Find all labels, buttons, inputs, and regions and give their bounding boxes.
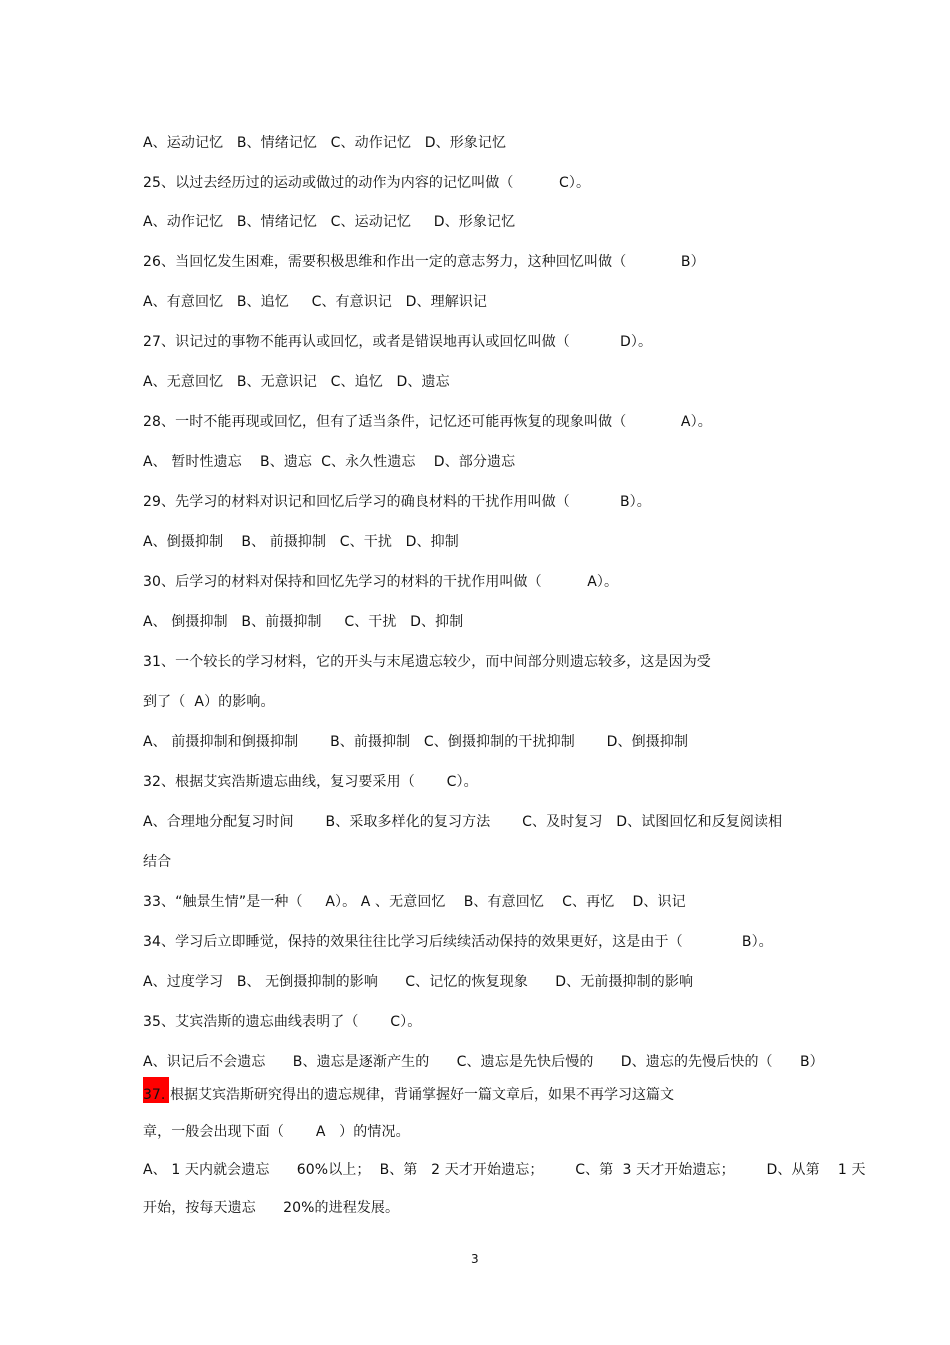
question-26: 26、当回忆发生困难，需要积极思维和作出一定的意志努力，这种回忆叫做（ B） — [143, 254, 705, 270]
question-28: 28、一时不能再现或回忆，但有了适当条件，记忆还可能再恢复的现象叫做（ A）。 — [143, 414, 712, 430]
page-number: 3 — [471, 1252, 479, 1266]
text-line: A、 1 天内就会遗忘 60%以上； B、第 2 天才开始遗忘； C、第 3 天才开始遗忘； D、从第 1 天 — [143, 1162, 866, 1178]
question-37-number: 37. — [143, 1087, 166, 1103]
text-line: A、运动记忆 B、情绪记忆 C、动作记忆 D、形象记忆 — [143, 135, 507, 151]
question-31-cont: 到了（ A）的影响。 — [143, 694, 275, 710]
text-line: 开始，按每天遗忘 20%的进程发展。 — [143, 1200, 400, 1216]
question-31: 31、一个较长的学习材料，它的开头与末尾遗忘较少，而中间部分则遗忘较多，这是因为受 — [143, 654, 711, 670]
text-line: A、过度学习 B、 无倒摄抑制的影响 C、记忆的恢复现象 D、无前摄抑制的影响 — [143, 974, 694, 990]
question-35: 35、艾宾浩斯的遗忘曲线表明了（ C）。 — [143, 1014, 422, 1030]
text-line: A、 倒摄抑制 B、前摄抑制 C、干扰 D、抑制 — [143, 614, 464, 630]
text-line: A、有意回忆 B、追忆 C、有意识记 D、理解识记 — [143, 294, 487, 310]
text-line: A、识记后不会遗忘 B、遗忘是逐渐产生的 C、遗忘是先快后慢的 D、遗忘的先慢后快的（ B） — [143, 1054, 824, 1070]
question-25: 25、以过去经历过的运动或做过的动作为内容的记忆叫做（ C）。 — [143, 175, 591, 191]
text-line: A、倒摄抑制 B、 前摄抑制 C、干扰 D、抑制 — [143, 534, 459, 550]
text-line: A、 暂时性遗忘 B、遗忘 C、永久性遗忘 D、部分遗忘 — [143, 454, 516, 470]
question-32: 32、根据艾宾浩斯遗忘曲线，复习要采用（ C）。 — [143, 774, 478, 790]
question-34: 34、学习后立即睡觉，保持的效果往往比学习后续续活动保持的效果更好，这是由于（ B）。 — [143, 934, 773, 950]
question-33: 33、“触景生情”是一种（ A）。 A 、无意回忆 B、有意回忆 C、再忆 D、识记 — [143, 894, 686, 910]
text-line: 结合 — [143, 854, 172, 870]
text-line: A、动作记忆 B、情绪记忆 C、运动记忆 D、形象记忆 — [143, 214, 516, 230]
question-37: 根据艾宾浩斯研究得出的遗忘规律，背诵掌握好一篇文章后，如果不再学习这篇文 — [170, 1087, 674, 1103]
question-27: 27、识记过的事物不能再认或回忆，或者是错误地再认或回忆叫做（ D）。 — [143, 334, 653, 350]
question-37-cont: 章，一般会出现下面（ A ）的情况。 — [143, 1124, 410, 1140]
question-29: 29、先学习的材料对识记和回忆后学习的确良材料的干扰作用叫做（ B）。 — [143, 494, 651, 510]
text-line: A、合理地分配复习时间 B、采取多样化的复习方法 C、及时复习 D、试图回忆和反复阅读相 — [143, 814, 783, 830]
text-line: A、无意回忆 B、无意识记 C、追忆 D、遗忘 — [143, 374, 450, 390]
text-line: A、 前摄抑制和倒摄抑制 B、前摄抑制 C、倒摄抑制的干扰抑制 D、倒摄抑制 — [143, 734, 689, 750]
question-30: 30、后学习的材料对保持和回忆先学习的材料的干扰作用叫做（ A）。 — [143, 574, 619, 590]
